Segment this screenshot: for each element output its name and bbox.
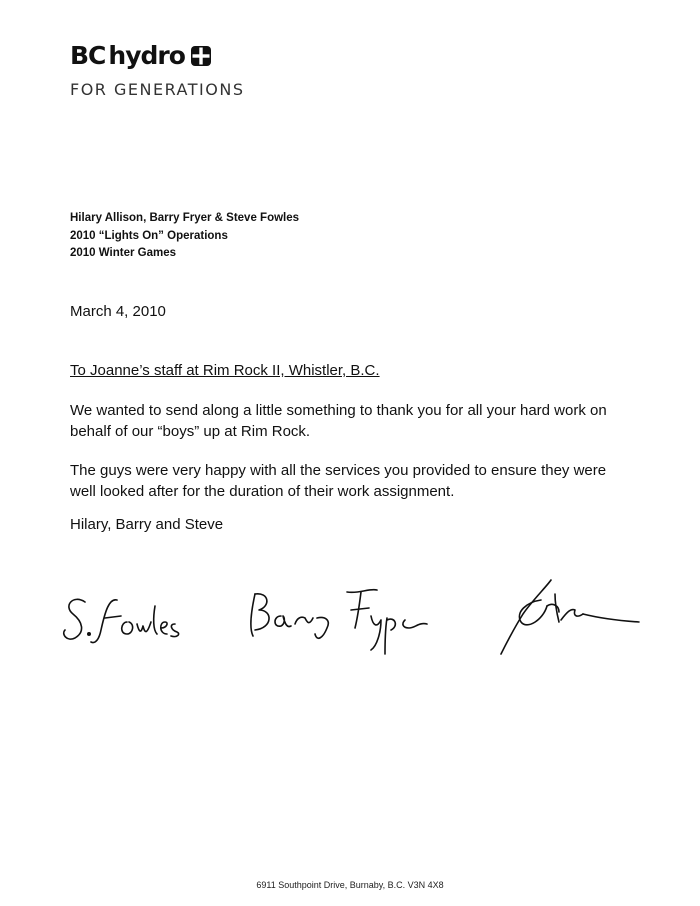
logo-bc-text: BC [70,41,106,70]
sender-block [70,210,299,263]
bchydro-logo [70,42,250,100]
signature-fryer [251,590,427,654]
recipient-line: To Joanne’s staff at Rim Rock II, Whistler, B.C. [70,362,380,379]
logo-tagline: FOR GENERATIONS [70,80,245,99]
signatures-area [55,572,655,672]
logo-wordmark [70,42,250,70]
letter-date: March 4, 2010 [70,303,166,320]
sender-names: Hilary Allison, Barry Fryer & Steve Fowles [70,212,300,224]
body-paragraph-1: We wanted to send along a little something to thank you for all your hard work on behalf of our “boys” up at Rim Rock. [70,402,607,440]
bchydro-emblem-icon [191,46,211,66]
body-paragraph-2: The guys were very happy with all the services you provided to ensure they were well looked after for the duration of their work assignment. [70,462,607,500]
closing-line: Hilary, Barry and Steve [70,516,224,533]
sender-operation: 2010 “Lights On” Operations [70,229,228,242]
signature-allison [501,580,639,654]
logo-hydro-text: hydro [108,41,185,70]
signature-fowles [64,599,179,642]
sender-event: 2010 Winter Games [70,247,177,259]
footer-address: 6911 Southpoint Drive, Burnaby, B.C. V3N 4X8 [256,880,444,890]
